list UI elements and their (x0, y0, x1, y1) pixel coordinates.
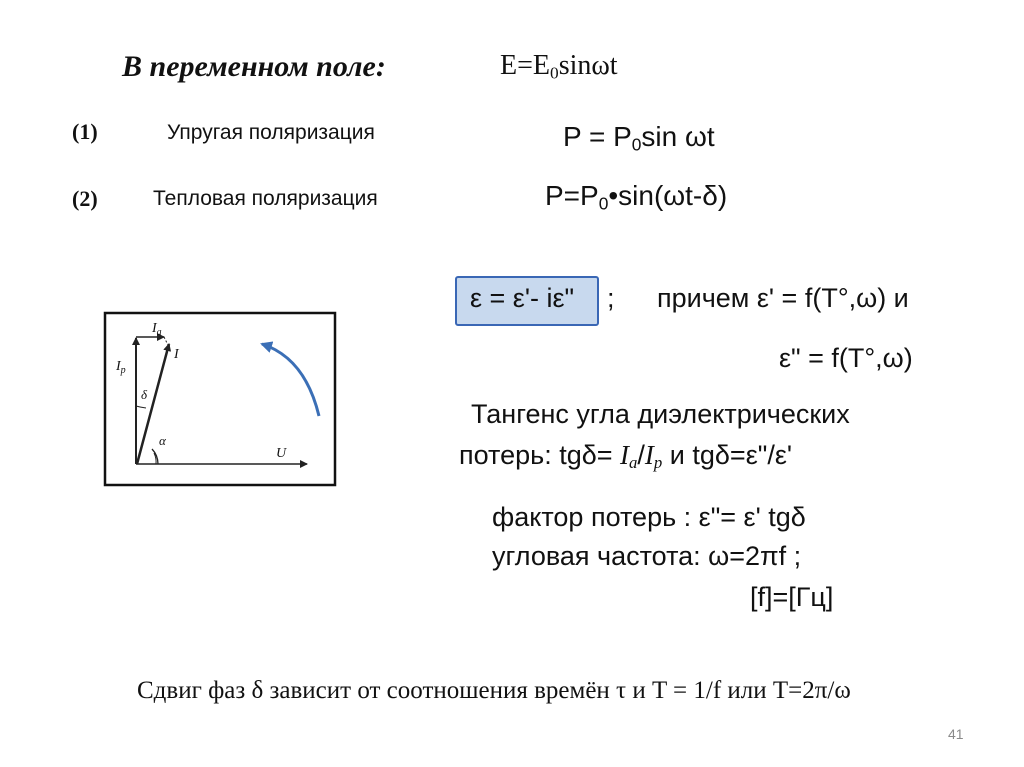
delta-label: δ (141, 387, 148, 402)
loss-tangent-formula: потерь: $tg\delta= I_a/I_p$ и tgδ=ε"/ε' (459, 440, 793, 473)
alpha-label: α (159, 433, 166, 448)
ia-label: $I_a$ (152, 321, 162, 338)
slide-heading: В переменном поле: (122, 50, 386, 83)
permittivity-clause: причем ε' = f(T°,ω) и (657, 283, 909, 313)
vector-diagram (100, 310, 340, 490)
elastic-polarization-label: Упругая поляризация (167, 121, 375, 144)
ip-label: $I_p$ (116, 359, 126, 376)
field-formula: $E=E_0\sin\omega t$ (500, 50, 618, 83)
frequency-unit-line: [f]=[Гц] (750, 582, 834, 612)
u-label: U (276, 446, 287, 461)
permittivity-clause-2: ε" = f(T°,ω) (779, 343, 913, 373)
angular-frequency-line: угловая частота: ω=2πf ; (492, 541, 802, 571)
thermal-polarization-label: Тепловая поляризация (153, 187, 378, 210)
complex-permittivity-formula: ε = ε'- iε" (470, 283, 575, 313)
loss-tangent-title: Тангенс угла диэлектрических (471, 399, 850, 429)
item-number-2: (2) (72, 186, 98, 211)
slide-number: 41 (948, 726, 964, 742)
formula-separator: ; (607, 283, 615, 313)
loss-factor-line: фактор потерь : ε"= ε' tgδ (492, 502, 806, 532)
i-label: I (174, 347, 179, 362)
phase-shift-statement: Сдвиг фаз δ зависит от соотношения времён τ и T = 1/f или T=2π/ω (137, 677, 851, 704)
item-number-1: (1) (72, 119, 98, 144)
thermal-polarization-formula: $P=P_0•\sin(\omega t-\delta)$ (545, 180, 728, 214)
elastic-polarization-formula: $P = P_0\sin$ ωt (563, 121, 715, 155)
